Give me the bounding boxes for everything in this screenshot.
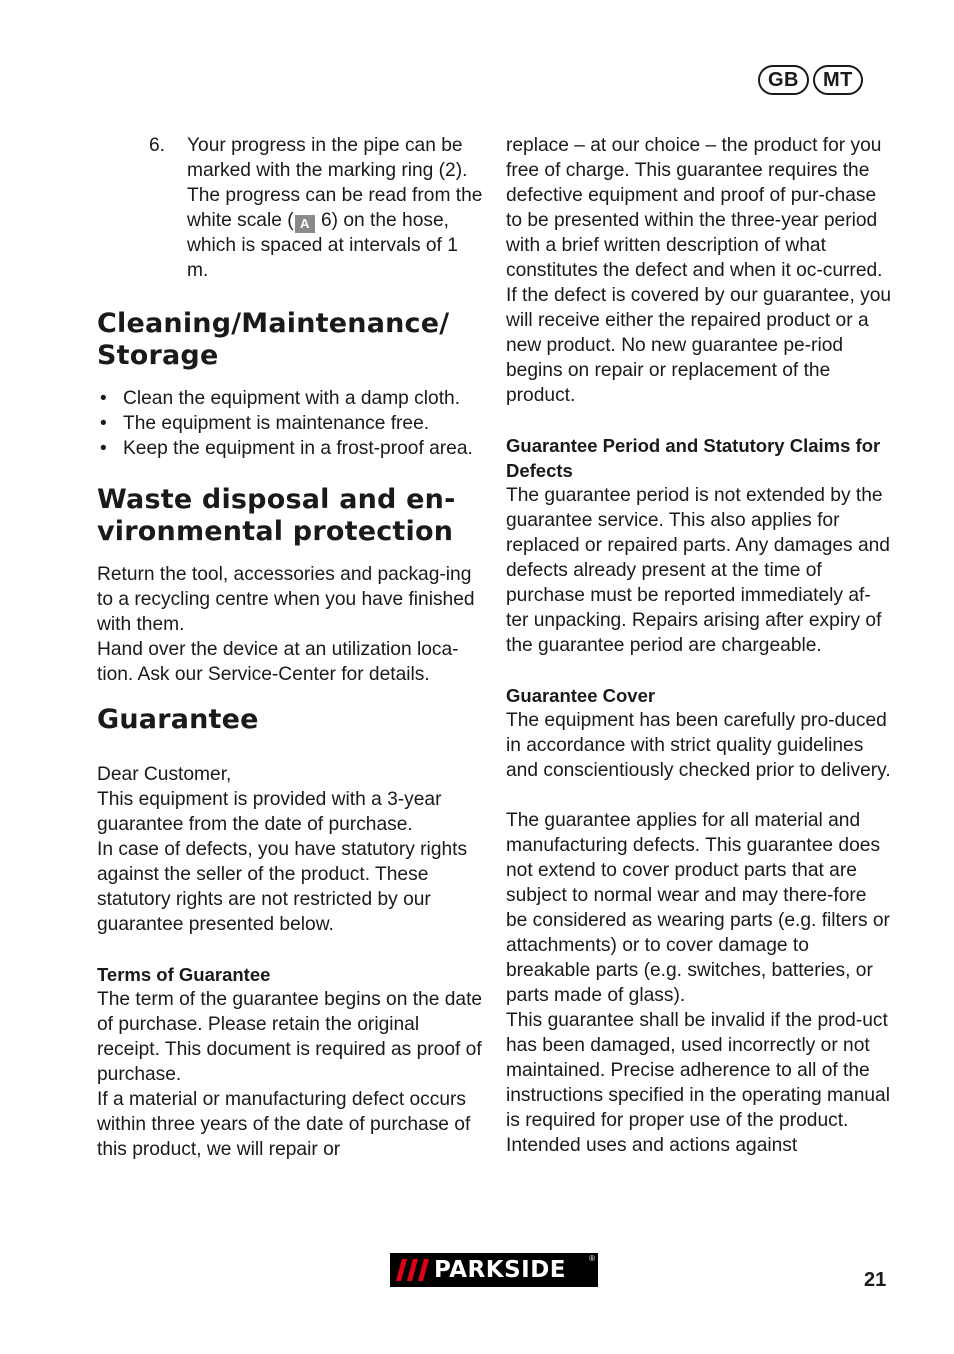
logo-registered-mark: ® — [589, 1254, 595, 1263]
list-item: • Keep the equipment in a frost-proof area. — [97, 436, 483, 461]
cleaning-heading: Cleaning/Maintenance/ Storage — [97, 308, 450, 371]
figure-a-icon: A — [295, 215, 315, 233]
list-item: • Clean the equipment with a damp cloth. — [97, 386, 483, 411]
cover-paragraph-2: The guarantee applies for all material and manufacturing defects. This guarantee does not extend to cover product parts that are subject to normal wear and may there-fore be considered as wearing parts (e.g. filters or attachments) or to cover damage to breakable parts (e.g. switches, batteries, or parts made of glass). — [506, 810, 890, 1006]
terms-heading: Terms of Guarantee — [97, 964, 271, 985]
step-text-before: Your progress in the pipe can be marked with the marking ring (2). The progress can be read from the white scale ( — [187, 135, 483, 231]
terms-paragraph-1: The term of the guarantee begins on the date of purchase. Please retain the original receipt. This document is required as proof of purchase. — [97, 989, 483, 1085]
logo-stripes-icon — [396, 1259, 430, 1281]
waste-paragraph-2: Hand over the device at an utilization loca-tion. Ask our Service-Center for details. — [97, 639, 459, 685]
page-number: 21 — [864, 1269, 887, 1291]
cover-heading: Guarantee Cover — [506, 685, 656, 706]
step-number: 6. — [149, 135, 166, 156]
guarantee-heading: Guarantee — [97, 704, 259, 735]
step-text-after: 6) on the hose, which is spaced at intervals of 1 m. — [187, 210, 458, 281]
guarantee-salutation: Dear Customer, — [97, 764, 232, 785]
language-badge-gb: GB — [758, 65, 809, 95]
terms-paragraph-2: If a material or manufacturing defect occurs within three years of the date of purchase of this product, we will repair or — [97, 1089, 471, 1160]
logo-text: PARKSIDE — [434, 1257, 567, 1283]
period-heading: Guarantee Period and Statutory Claims for Defects — [506, 435, 881, 481]
cover-paragraph-3: This guarantee shall be invalid if the prod-uct has been damaged, used incorrectly or not maintained. Precise adherence to all of the instructions specified in the operating manual is required for proper use of the product. Intended uses and actions against — [506, 1010, 890, 1156]
waste-heading: Waste disposal and en-vironmental protection — [97, 484, 456, 547]
replace-paragraph: replace – at our choice – the product for you free of charge. This guarantee requires the defective equipment and proof of pur-chase to be presented within the three-year period with a brief written description of what constitutes the defect and when it oc-curred. — [506, 135, 883, 281]
language-badges — [758, 65, 863, 95]
defect-covered-paragraph: If the defect is covered by our guarantee, you will receive either the repaired product or a new product. No new guarantee pe-riod begins on repair or replacement of the product. — [506, 285, 892, 406]
cleaning-list — [97, 386, 483, 461]
guarantee-paragraph-2: In case of defects, you have statutory rights against the seller of the product. These statutory rights are not restricted by our guarantee presented below. — [97, 839, 468, 935]
waste-paragraph-1: Return the tool, accessories and packag-ing to a recycling centre when you have finished with them. — [97, 564, 475, 635]
period-paragraph: The guarantee period is not extended by the guarantee service. This also applies for replaced or repaired parts. Any damages and defects already present at the time of purchase must be reported immediately af-ter unpacking. Repairs arising after expiry of the guarantee period are chargeable. — [506, 485, 890, 656]
guarantee-paragraph-1: This equipment is provided with a 3-year guarantee from the date of purchase. — [97, 789, 442, 835]
left-column — [97, 133, 483, 1162]
parkside-logo — [390, 1253, 598, 1287]
step-6 — [149, 133, 483, 283]
step-text — [187, 133, 483, 283]
right-column — [506, 133, 892, 1158]
language-badge-mt: MT — [813, 65, 863, 95]
list-item: • The equipment is maintenance free. — [97, 411, 483, 436]
cover-paragraph-1: The equipment has been carefully pro-duced in accordance with strict quality guidelines and conscientiously checked prior to delivery. — [506, 710, 891, 781]
